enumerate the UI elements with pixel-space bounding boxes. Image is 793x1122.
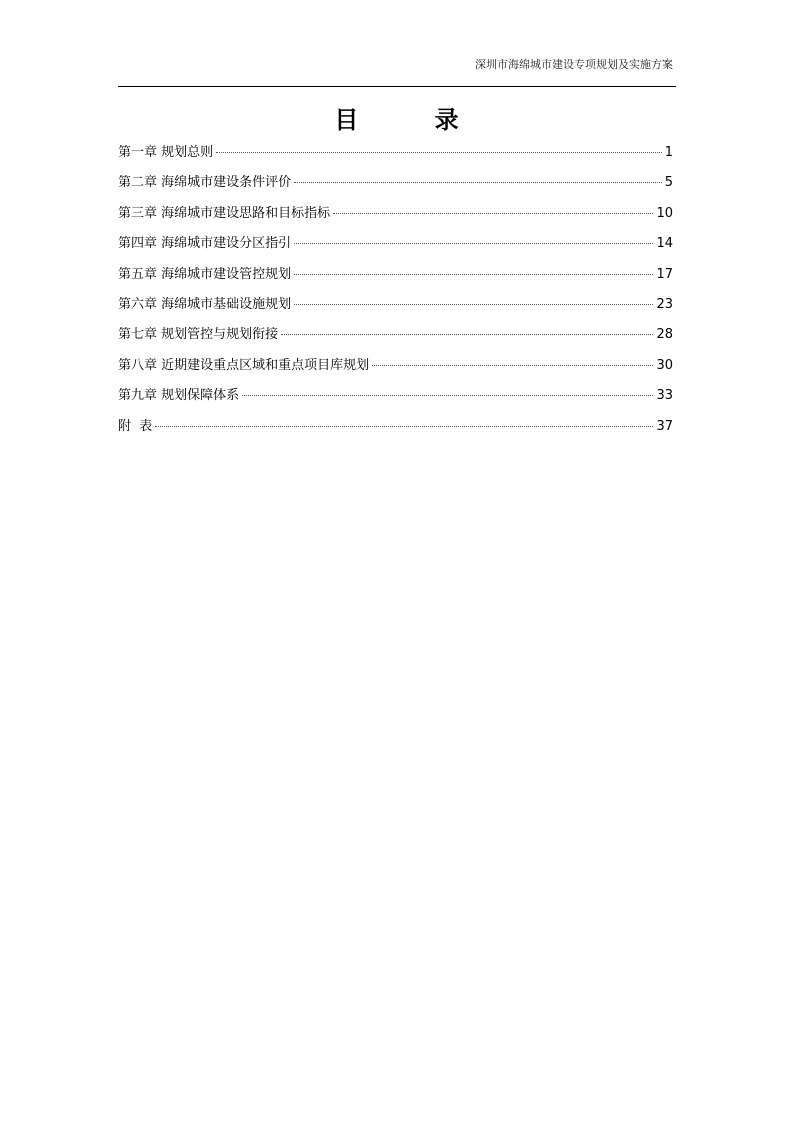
toc-chapter-title: 规划保障体系 [161,388,240,404]
toc-chapter-title: 规划总则 [161,145,214,160]
toc-chapter-title: 海绵城市基础设施规划 [161,296,292,312]
toc-page-number: 1 [664,145,673,160]
toc-chapter-title: 海绵城市建设思路和目标指标 [161,205,331,221]
toc-entry[interactable] [118,384,673,414]
toc-entry[interactable] [118,354,673,384]
toc-entry[interactable] [118,232,673,262]
dot-leader [155,426,653,427]
toc-chapter-number: 第八章 [118,357,158,373]
toc-chapter-title: 近期建设重点区域和重点项目库规划 [161,357,370,373]
toc-page-number: 30 [656,357,673,373]
toc-page-number: 28 [656,327,673,343]
toc-chapter-number: 第六章 [118,296,158,312]
dot-leader [372,365,653,366]
toc-entry[interactable] [118,415,673,445]
header-divider [118,86,676,87]
toc-chapter-number: 第七章 [118,327,158,343]
toc-entry[interactable] [118,323,673,353]
toc-chapter-number: 第一章 [118,145,158,160]
toc-entry[interactable] [118,171,673,201]
toc-chapter-title: 海绵城市建设分区指引 [161,236,292,252]
toc-page-number: 37 [656,418,673,434]
toc-entry[interactable] [118,202,673,232]
toc-chapter-number: 第三章 [118,205,158,221]
dot-leader [294,304,653,305]
dot-leader [216,152,662,153]
toc-page-number: 14 [656,236,673,252]
dot-leader [294,274,653,275]
toc-page-number: 23 [656,296,673,312]
toc-chapter-title: 海绵城市建设条件评价 [161,175,292,191]
toc-chapter-number: 第四章 [118,236,158,252]
toc-page-number: 10 [656,205,673,221]
running-header: 深圳市海绵城市建设专项规划及实施方案 [475,58,673,71]
page-title: 目 录 [334,106,493,134]
toc-chapter-title: 规划管控与规划衔接 [161,327,279,343]
toc-chapter-number: 第九章 [118,388,158,404]
toc-page-number: 33 [656,388,673,404]
dot-leader [294,182,662,183]
dot-leader [242,395,653,396]
toc-page-number: 5 [664,175,673,191]
toc-entry[interactable] [118,263,673,293]
toc-page-number: 17 [656,266,673,282]
toc-chapter-number: 第二章 [118,175,158,191]
toc-entry[interactable] [118,293,673,323]
table-of-contents [118,141,673,445]
dot-leader [294,243,653,244]
toc-chapter-number: 第五章 [118,266,158,282]
toc-chapter-number: 附 表 [118,418,153,434]
dot-leader [333,213,653,214]
toc-entry[interactable] [118,141,673,171]
toc-chapter-title: 海绵城市建设管控规划 [161,266,292,282]
dot-leader [281,334,653,335]
